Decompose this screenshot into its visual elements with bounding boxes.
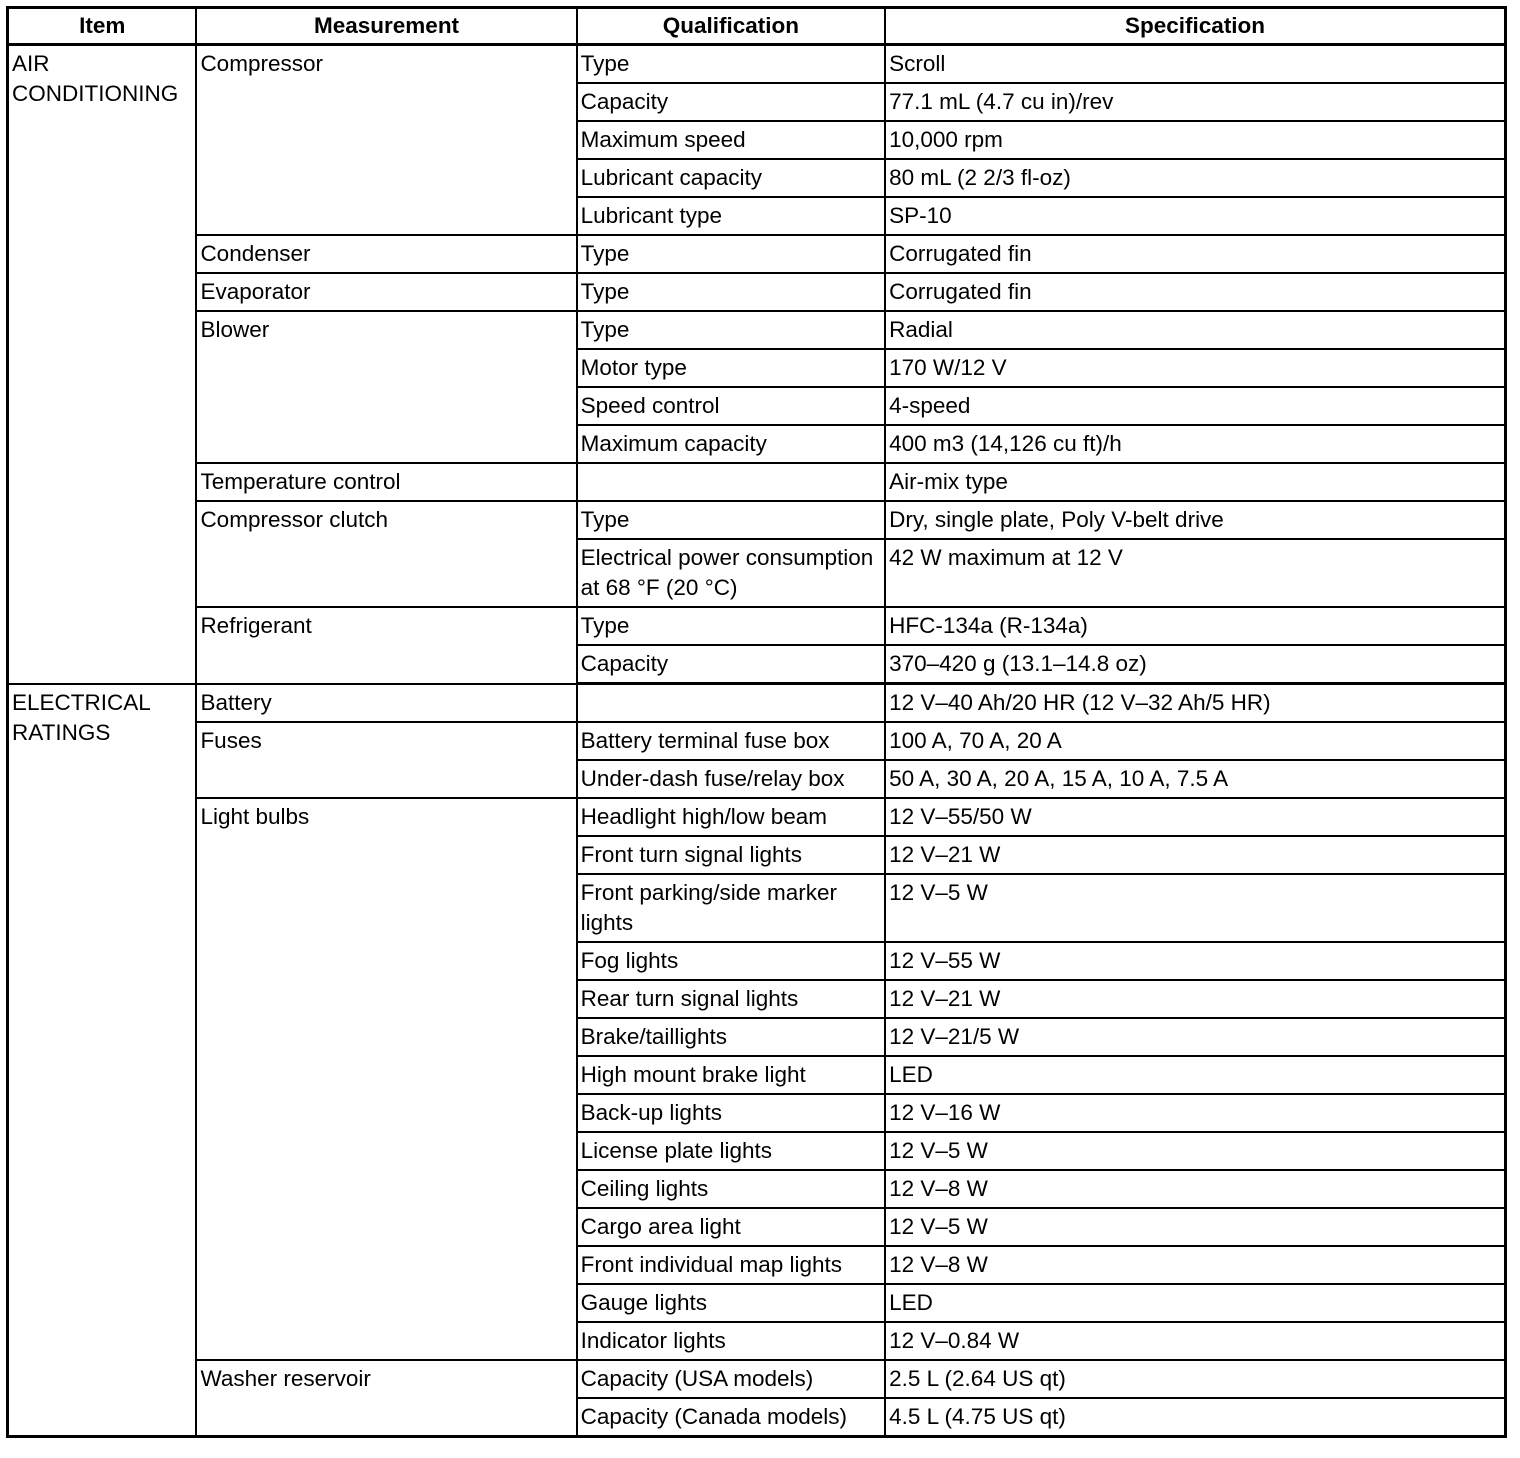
- specification-cell: Air-mix type: [885, 463, 1505, 501]
- specification-cell: 12 V–21 W: [885, 980, 1505, 1018]
- measurement-washer-reservoir: Washer reservoir: [196, 1360, 576, 1437]
- header-qualification: Qualification: [577, 8, 885, 45]
- specification-cell: LED: [885, 1056, 1505, 1094]
- qualification-cell: Motor type: [577, 349, 885, 387]
- measurement-blower: Blower: [196, 311, 576, 463]
- measurement-temperature-control: Temperature control: [196, 463, 576, 501]
- qualification-cell: Indicator lights: [577, 1322, 885, 1360]
- qualification-cell: Back-up lights: [577, 1094, 885, 1132]
- qualification-cell: License plate lights: [577, 1132, 885, 1170]
- specification-cell: 4.5 L (4.75 US qt): [885, 1398, 1505, 1437]
- qualification-cell: Lubricant capacity: [577, 159, 885, 197]
- specification-cell: 100 A, 70 A, 20 A: [885, 722, 1505, 760]
- specification-cell: HFC-134a (R-134a): [885, 607, 1505, 645]
- specification-cell: Corrugated fin: [885, 235, 1505, 273]
- qualification-cell: Electrical power consumption at 68 °F (20 °C): [577, 539, 885, 607]
- specification-cell: 12 V–0.84 W: [885, 1322, 1505, 1360]
- measurement-light-bulbs: Light bulbs: [196, 798, 576, 1360]
- table-row: [8, 722, 1506, 760]
- qualification-cell: Under-dash fuse/relay box: [577, 760, 885, 798]
- qualification-cell: Type: [577, 607, 885, 645]
- specification-cell: 80 mL (2 2/3 fl-oz): [885, 159, 1505, 197]
- specification-cell: 12 V–8 W: [885, 1246, 1505, 1284]
- qualification-cell: Front turn signal lights: [577, 836, 885, 874]
- specification-cell: 12 V–55/50 W: [885, 798, 1505, 836]
- header-measurement: Measurement: [196, 8, 576, 45]
- qualification-cell: Lubricant type: [577, 197, 885, 235]
- specifications-table: [6, 6, 1507, 1438]
- specification-cell: 42 W maximum at 12 V: [885, 539, 1505, 607]
- specification-cell: 12 V–16 W: [885, 1094, 1505, 1132]
- table-row: [8, 311, 1506, 349]
- qualification-cell: Speed control: [577, 387, 885, 425]
- table-row: [8, 607, 1506, 645]
- specification-cell: Dry, single plate, Poly V-belt drive: [885, 501, 1505, 539]
- item-air-conditioning: AIR CONDITIONING: [8, 45, 197, 684]
- specification-cell: 12 V–55 W: [885, 942, 1505, 980]
- specification-cell: Scroll: [885, 45, 1505, 84]
- qualification-cell: Ceiling lights: [577, 1170, 885, 1208]
- item-electrical-ratings: ELECTRICAL RATINGS: [8, 684, 197, 1437]
- qualification-cell: Gauge lights: [577, 1284, 885, 1322]
- qualification-cell: Type: [577, 501, 885, 539]
- qualification-cell: Front parking/side marker lights: [577, 874, 885, 942]
- table-row: [8, 45, 1506, 84]
- measurement-evaporator: Evaporator: [196, 273, 576, 311]
- qualification-cell: Headlight high/low beam: [577, 798, 885, 836]
- qualification-cell: Type: [577, 235, 885, 273]
- table-row: [8, 501, 1506, 539]
- header-row: [8, 8, 1506, 45]
- qualification-cell: Brake/taillights: [577, 1018, 885, 1056]
- specification-cell: 12 V–8 W: [885, 1170, 1505, 1208]
- table-row: [8, 463, 1506, 501]
- measurement-battery: Battery: [196, 684, 576, 723]
- qualification-cell: High mount brake light: [577, 1056, 885, 1094]
- measurement-refrigerant: Refrigerant: [196, 607, 576, 684]
- qualification-cell: Front individual map lights: [577, 1246, 885, 1284]
- table-row: [8, 684, 1506, 723]
- specification-cell: 50 A, 30 A, 20 A, 15 A, 10 A, 7.5 A: [885, 760, 1505, 798]
- specification-cell: LED: [885, 1284, 1505, 1322]
- table-row: [8, 1360, 1506, 1398]
- measurement-compressor: Compressor: [196, 45, 576, 236]
- table-row: [8, 235, 1506, 273]
- specification-cell: 2.5 L (2.64 US qt): [885, 1360, 1505, 1398]
- qualification-cell: [577, 684, 885, 723]
- specification-cell: 12 V–40 Ah/20 HR (12 V–32 Ah/5 HR): [885, 684, 1505, 723]
- header-specification: Specification: [885, 8, 1505, 45]
- qualification-cell: Rear turn signal lights: [577, 980, 885, 1018]
- qualification-cell: Capacity: [577, 83, 885, 121]
- qualification-cell: Battery terminal fuse box: [577, 722, 885, 760]
- qualification-cell: Cargo area light: [577, 1208, 885, 1246]
- qualification-cell: Maximum capacity: [577, 425, 885, 463]
- specification-cell: 12 V–5 W: [885, 1208, 1505, 1246]
- qualification-cell: [577, 463, 885, 501]
- measurement-fuses: Fuses: [196, 722, 576, 798]
- table-row: [8, 273, 1506, 311]
- specification-cell: 400 m3 (14,126 cu ft)/h: [885, 425, 1505, 463]
- specification-cell: 370–420 g (13.1–14.8 oz): [885, 645, 1505, 684]
- header-item: Item: [8, 8, 197, 45]
- qualification-cell: Fog lights: [577, 942, 885, 980]
- qualification-cell: Capacity (USA models): [577, 1360, 885, 1398]
- qualification-cell: Type: [577, 311, 885, 349]
- specification-cell: 12 V–21 W: [885, 836, 1505, 874]
- specification-cell: 12 V–5 W: [885, 874, 1505, 942]
- qualification-cell: Capacity (Canada models): [577, 1398, 885, 1437]
- specification-cell: 12 V–5 W: [885, 1132, 1505, 1170]
- specification-cell: Radial: [885, 311, 1505, 349]
- specification-cell: SP-10: [885, 197, 1505, 235]
- specification-cell: 77.1 mL (4.7 cu in)/rev: [885, 83, 1505, 121]
- specification-cell: 170 W/12 V: [885, 349, 1505, 387]
- table-row: [8, 798, 1506, 836]
- specification-cell: Corrugated fin: [885, 273, 1505, 311]
- measurement-condenser: Condenser: [196, 235, 576, 273]
- qualification-cell: Type: [577, 45, 885, 84]
- specification-cell: 10,000 rpm: [885, 121, 1505, 159]
- qualification-cell: Type: [577, 273, 885, 311]
- qualification-cell: Maximum speed: [577, 121, 885, 159]
- specification-cell: 12 V–21/5 W: [885, 1018, 1505, 1056]
- specification-cell: 4-speed: [885, 387, 1505, 425]
- qualification-cell: Capacity: [577, 645, 885, 684]
- measurement-compressor-clutch: Compressor clutch: [196, 501, 576, 607]
